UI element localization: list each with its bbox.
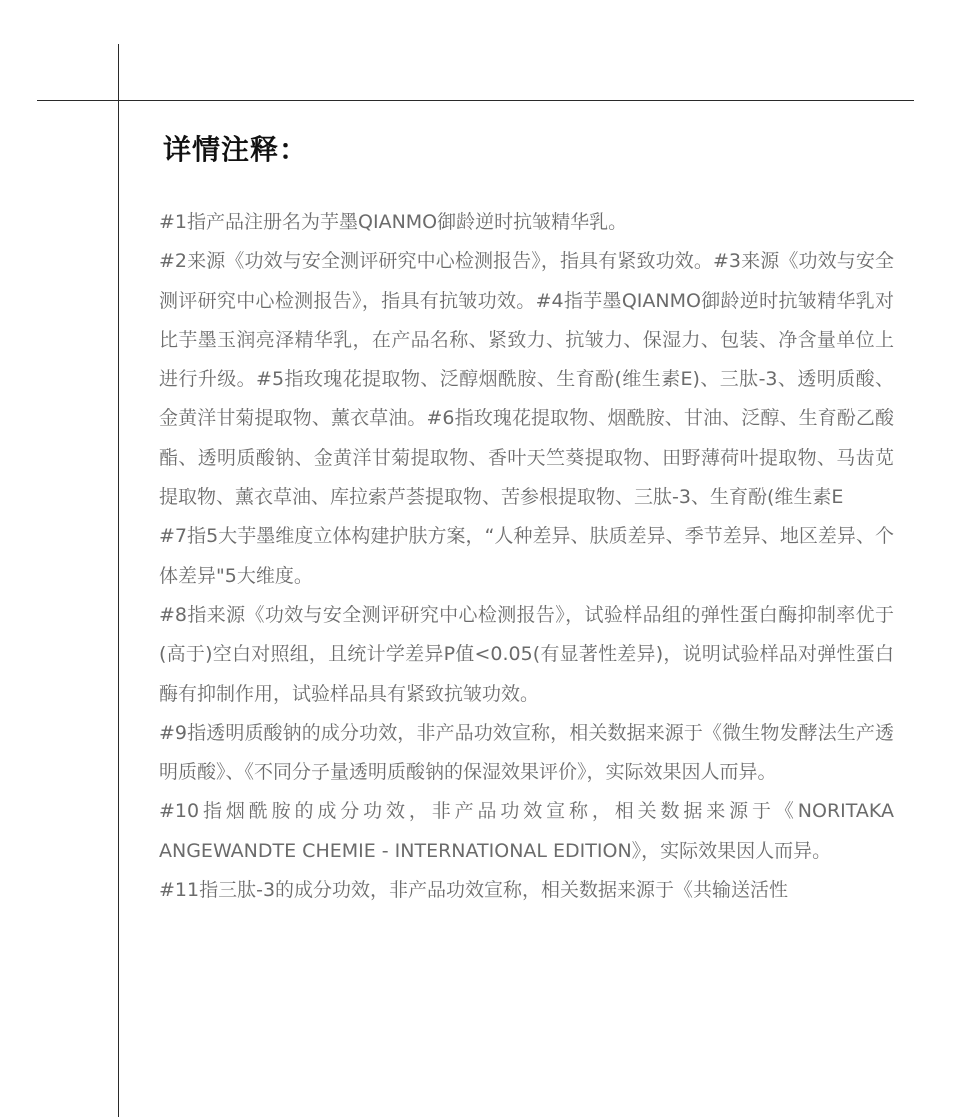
horizontal-divider — [37, 100, 914, 101]
note-paragraph: #9指透明质酸钠的成分功效，非产品功效宣称，相关数据来源于《微生物发酵法生产透明质酸》、《不同分子量透明质酸钠的保湿效果评价》，实际效果因人而异。 — [159, 721, 894, 784]
note-paragraph: #2来源《功效与安全测评研究中心检测报告》，指具有紧致功效。#3来源《功效与安全测评研究中心检测报告》，指具有抗皱功效。#4指芋墨QIANMO御龄逆时抗皱精华乳对比芋墨玉润亮泽精华乳，在产品名称、紧致力、抗皱力、保湿力、包装、净含量单位上进行升级。#5指玫瑰花提取物、泛醇烟酰胺、生育酚(维生素E)、三肽-3、透明质酸、金黄洋甘菊提取物、薰衣草油。#6指玫瑰花提取物、烟酰胺、甘油、泛醇、生育酚乙酸酯、透明质酸钠、金黄洋甘菊提取物、香叶天竺葵提取物、田野薄荷叶提取物、马齿苋提取物、薰衣草油、库拉索芦荟提取物、苦参根提取物、三肽-3、生育酚(维生素E — [159, 250, 894, 509]
vertical-divider — [118, 44, 119, 1117]
note-paragraph: #1指产品注册名为芋墨QIANMO御龄逆时抗皱精华乳。 — [159, 211, 628, 233]
note-paragraph: #7指5大芋墨维度立体构建护肤方案，“人种差异、肤质差异、季节差异、地区差异、个体差异"5大维度。 — [159, 525, 894, 587]
note-paragraph: #11指三肽-3的成分功效，非产品功效宣称，相关数据来源于《共输送活性 — [159, 879, 789, 902]
notes-body — [159, 203, 894, 910]
page-title: 详情注释： — [163, 133, 309, 166]
note-paragraph: #8指来源《功效与安全测评研究中心检测报告》，试验样品组的弹性蛋白酶抑制率优于(高于)空白对照组，且统计学差异P值<0.05(有显著性差异)，说明试验样品对弹性蛋白酶有抑制作用，试验样品具有紧致抗皱功效。 — [159, 603, 894, 705]
note-paragraph: #10指烟酰胺的成分功效，非产品功效宣称，相关数据来源于《NORITAKA ANGEWANDTE CHEMIE - INTERNATIONAL EDITION》，实际效果因人而异。 — [159, 800, 894, 862]
